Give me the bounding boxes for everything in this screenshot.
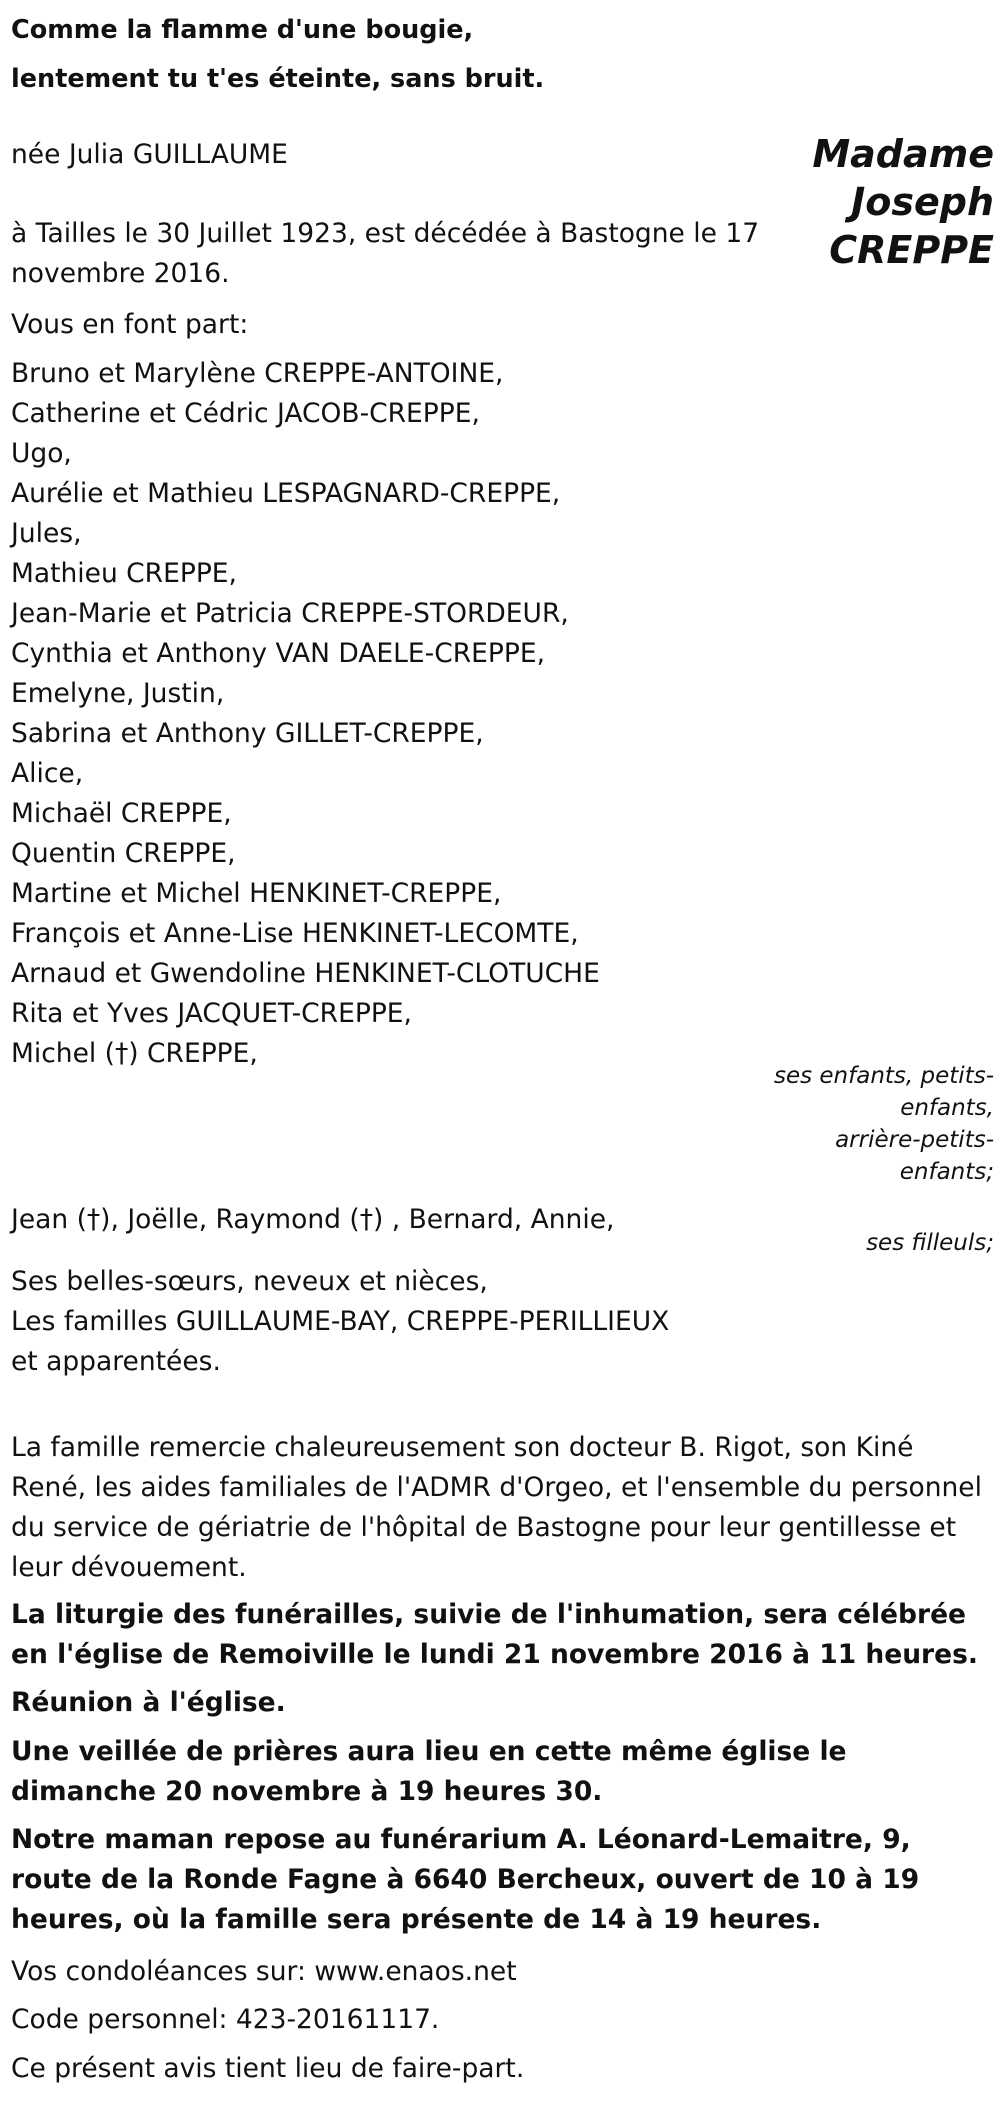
verse-line: Comme la flamme d'une bougie,: [11, 15, 474, 45]
family-member: Cynthia et Anthony VAN DAELE-CREPPE,: [11, 638, 546, 669]
family-member: Arnaud et Gwendoline HENKINET-CLOTUCHE: [11, 958, 600, 989]
prayer-vigil: Une veillée de prières aura lieu en cette même église le dimanche 20 novembre à 19 heures 30.: [11, 1736, 847, 1807]
relation-line: arrière-petits-: [835, 1127, 994, 1153]
verse-line: lentement tu t'es éteinte, sans bruit.: [11, 64, 545, 94]
birth-death-info: à Tailles le 30 Juillet 1923, est décédée à Bastogne le 17 novembre 2016.: [11, 218, 760, 289]
maiden-name: née Julia GUILLAUME: [11, 139, 288, 170]
family-member: Alice,: [11, 758, 84, 789]
title-line: Madame: [812, 132, 994, 176]
relation-line: enfants,: [900, 1095, 994, 1121]
personal-code: Code personnel: 423-20161117.: [11, 2004, 440, 2035]
deceased-name: [734, 130, 994, 274]
funeral-liturgy: La liturgie des funérailles, suivie de l'inhumation, sera célébrée en l'église de Remoiville le lundi 21 novembre 2016 à 11 heures.: [11, 1599, 978, 1670]
extended-family-line: Ses belles-sœurs, neveux et nièces,: [11, 1266, 488, 1297]
family-member: Ugo,: [11, 438, 72, 469]
godchildren-list: Jean (†), Joëlle, Raymond (†) , Bernard, Annie,: [11, 1204, 615, 1235]
family-member: Sabrina et Anthony GILLET-CREPPE,: [11, 718, 484, 749]
family-list: [11, 354, 600, 1074]
thanks-paragraph: La famille remercie chaleureusement son docteur B. Rigot, son Kiné René, les aides familiales de l'ADMR d'Orgeo, et l'ensemble du personnel du service de gériatrie de l'hôpital de Bastogne pour leur gentillesse et leur dévouement.: [11, 1432, 982, 1583]
funeral-home-info: Notre maman repose au funérarium A. Léonard-Lemaitre, 9, route de la Ronde Fagne à 6640 Bercheux, ouvert de 10 à 19 heures, où la famille sera présente de 14 à 19 heures.: [11, 1824, 920, 1935]
extended-family-line: et apparentées.: [11, 1346, 221, 1377]
title-line: Joseph: [851, 180, 994, 224]
family-member: Michaël CREPPE,: [11, 798, 232, 829]
family-member: Mathieu CREPPE,: [11, 558, 237, 589]
family-member: Rita et Yves JACQUET-CREPPE,: [11, 998, 412, 1029]
extended-family: [11, 1262, 669, 1382]
verse: [11, 6, 544, 104]
meeting-point: Réunion à l'église.: [11, 1687, 286, 1718]
notice-footer: Ce présent avis tient lieu de faire-part.: [11, 2053, 525, 2084]
family-member: Aurélie et Mathieu LESPAGNARD-CREPPE,: [11, 478, 561, 509]
condolences-link: Vos condoléances sur: www.enaos.net: [11, 1956, 517, 1987]
family-member: Michel (†) CREPPE,: [11, 1038, 258, 1069]
relation-children: [774, 1060, 994, 1188]
family-member: Jean-Marie et Patricia CREPPE-STORDEUR,: [11, 598, 569, 629]
family-member: Jules,: [11, 518, 82, 549]
family-member: François et Anne-Lise HENKINET-LECOMTE,: [11, 918, 579, 949]
family-member: Catherine et Cédric JACOB-CREPPE,: [11, 398, 480, 429]
title-line: CREPPE: [829, 228, 994, 272]
family-member: Bruno et Marylène CREPPE-ANTOINE,: [11, 358, 504, 389]
relation-godchildren: ses filleuls;: [866, 1230, 994, 1256]
family-member: Martine et Michel HENKINET-CREPPE,: [11, 878, 502, 909]
relation-line: ses enfants, petits-: [773, 1063, 994, 1089]
relation-line: enfants;: [899, 1159, 994, 1185]
extended-family-line: Les familles GUILLAUME-BAY, CREPPE-PERILLIEUX: [11, 1306, 670, 1337]
announce-label: Vous en font part:: [11, 309, 249, 340]
family-member: Quentin CREPPE,: [11, 838, 236, 869]
family-member: Emelyne, Justin,: [11, 678, 225, 709]
